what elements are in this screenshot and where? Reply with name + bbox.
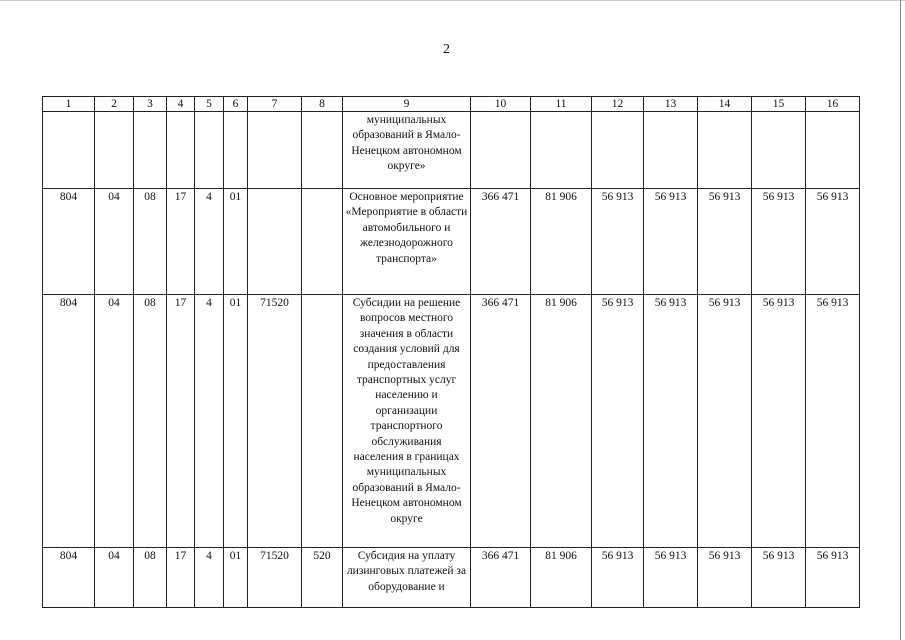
table-cell: 56 913 — [752, 295, 806, 548]
header-cell: 10 — [471, 97, 531, 112]
description-cell: Субсидии на решение вопросов местного значения в области создания условий для предоставления транспортных услуг населению и организации транспортного обслуживания населения в границах муниципальных образований в Ямало-Ненецком автономном округе — [343, 295, 471, 548]
header-cell: 16 — [806, 97, 860, 112]
scan-top-edge — [0, 0, 905, 1]
table-cell — [248, 112, 302, 189]
table-cell — [471, 112, 531, 189]
table-cell: 01 — [224, 548, 248, 608]
table-cell: 17 — [167, 548, 195, 608]
table-cell — [752, 112, 806, 189]
table-cell: 56 913 — [698, 189, 752, 295]
page-number: 2 — [443, 42, 450, 57]
table-cell: 81 906 — [531, 548, 592, 608]
table-cell — [302, 295, 343, 548]
table-cell — [531, 112, 592, 189]
table-cell: 17 — [167, 189, 195, 295]
header-cell: 11 — [531, 97, 592, 112]
header-cell: 3 — [134, 97, 167, 112]
table-cell: 56 913 — [592, 189, 644, 295]
table-cell: 56 913 — [806, 189, 860, 295]
budget-table — [42, 96, 860, 608]
description-cell: муниципальных образований в Ямало-Ненецком автономном округе» — [343, 112, 471, 189]
header-cell: 4 — [167, 97, 195, 112]
header-row — [43, 97, 860, 112]
table-cell — [698, 112, 752, 189]
table-cell: 4 — [195, 295, 224, 548]
table-cell: 04 — [95, 548, 134, 608]
table-row — [43, 189, 860, 295]
table-cell — [167, 112, 195, 189]
table-row — [43, 112, 860, 189]
header-cell: 7 — [248, 97, 302, 112]
table-cell: 56 913 — [644, 189, 698, 295]
table-cell: 81 906 — [531, 189, 592, 295]
table-cell: 56 913 — [592, 295, 644, 548]
table-row — [43, 548, 860, 608]
table-cell: 01 — [224, 189, 248, 295]
table-cell: 56 913 — [644, 548, 698, 608]
table-cell: 56 913 — [698, 548, 752, 608]
table-cell — [592, 112, 644, 189]
description-cell: Основное мероприятие «Мероприятие в области автомобильного и железнодорожного транспорта» — [343, 189, 471, 295]
scan-right-edge — [900, 0, 901, 640]
table-cell: 17 — [167, 295, 195, 548]
header-cell: 2 — [95, 97, 134, 112]
table-cell: 71520 — [248, 295, 302, 548]
table-cell — [302, 112, 343, 189]
table-cell — [248, 189, 302, 295]
description-cell: Субсидия на уплату лизинговых платежей за оборудование и — [343, 548, 471, 608]
table-cell — [224, 112, 248, 189]
table-cell: 56 913 — [592, 548, 644, 608]
table-cell: 366 471 — [471, 548, 531, 608]
table-cell: 804 — [43, 548, 95, 608]
table-cell: 520 — [302, 548, 343, 608]
table-cell: 56 913 — [752, 548, 806, 608]
table-cell: 56 913 — [752, 189, 806, 295]
header-cell: 12 — [592, 97, 644, 112]
table-cell: 08 — [134, 548, 167, 608]
header-cell: 13 — [644, 97, 698, 112]
table-cell: 04 — [95, 189, 134, 295]
table-cell — [195, 112, 224, 189]
header-cell: 8 — [302, 97, 343, 112]
table-cell: 4 — [195, 548, 224, 608]
table-cell: 04 — [95, 295, 134, 548]
table-cell — [134, 112, 167, 189]
table-cell: 56 913 — [698, 295, 752, 548]
table-cell: 71520 — [248, 548, 302, 608]
table-cell: 56 913 — [806, 548, 860, 608]
table-cell: 56 913 — [806, 295, 860, 548]
table-cell: 804 — [43, 189, 95, 295]
budget-table-container — [42, 96, 859, 608]
header-cell: 15 — [752, 97, 806, 112]
table-cell: 366 471 — [471, 189, 531, 295]
table-cell: 366 471 — [471, 295, 531, 548]
table-cell: 4 — [195, 189, 224, 295]
table-cell: 56 913 — [644, 295, 698, 548]
table-cell: 01 — [224, 295, 248, 548]
table-cell: 08 — [134, 295, 167, 548]
table-cell — [43, 112, 95, 189]
table-cell — [95, 112, 134, 189]
header-cell: 9 — [343, 97, 471, 112]
table-cell — [302, 189, 343, 295]
header-cell: 5 — [195, 97, 224, 112]
table-cell — [644, 112, 698, 189]
table-cell: 81 906 — [531, 295, 592, 548]
header-cell: 1 — [43, 97, 95, 112]
header-cell: 14 — [698, 97, 752, 112]
table-cell: 804 — [43, 295, 95, 548]
header-cell: 6 — [224, 97, 248, 112]
table-cell: 08 — [134, 189, 167, 295]
table-row — [43, 295, 860, 548]
table-cell — [806, 112, 860, 189]
